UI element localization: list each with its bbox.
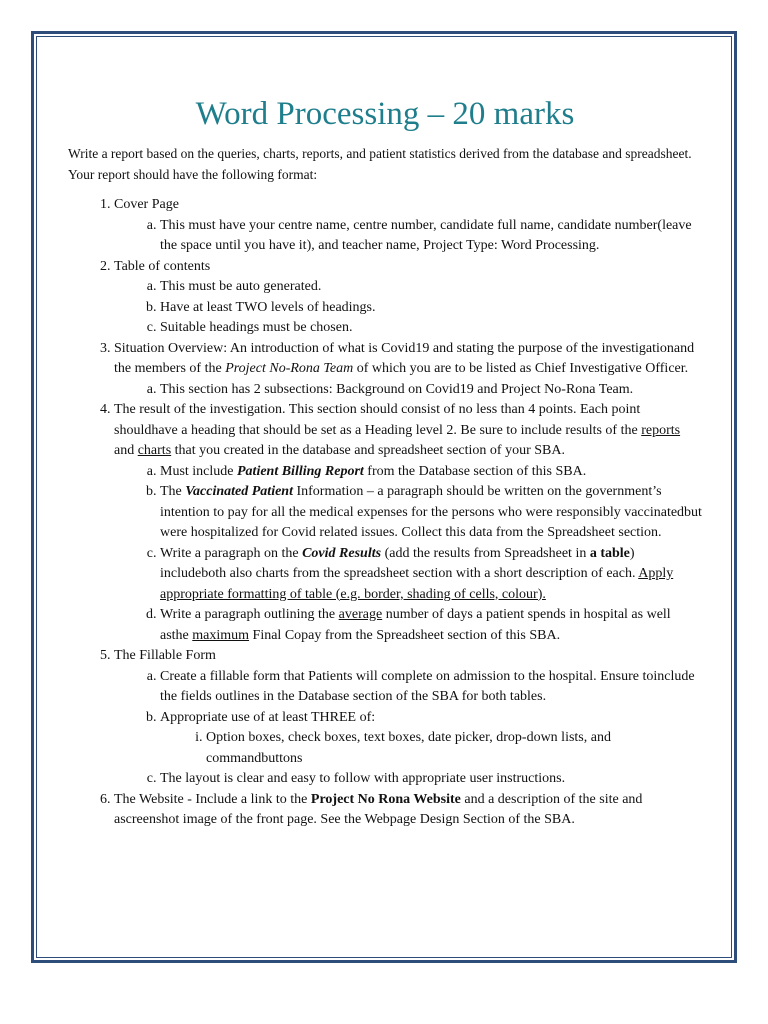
list-item-cover-page: 1. Cover Page a. This must have your centre name, centre number, candidate full name, candidate number(leave the space until you have it), and teacher name, Project Type: Word Processing. (114, 195, 702, 257)
list-subitem: a. Create a fillable form that Patients will complete on admission to the hospital. Ensure toinclude the fields outlines in the Database section of the SBA for both tables. (160, 667, 702, 708)
list-subsubitem: i. Option boxes, check boxes, text boxes, date picker, drop-down lists, and commandbuttons (206, 728, 702, 769)
list-subitem: a. Must include Patient Billing Report from the Database section of this SBA. (160, 462, 702, 483)
list-item-investigation-results: 4. The result of the investigation. This section should consist of no less than 4 points. Each point shouldhave a heading that should be set as a Heading level 2. Be sure to include results of the reports and charts that you created in the database and spreadsheet section of your SBA. a. Must include Patient Billing Report from the Database section of this SBA. b. The Vaccinated Patient Information – a paragraph should be written on the government’s intention to pay for all the medical expenses for the persons who were responsibly vaccinatedbut were hospitalized for Covid related issues. Collect this data from the Spreadsheet section. c. Write a paragraph on the Covid Results (add the results from Spreadsheet in a table) includeboth also charts from the spreadsheet section with a short description of each. Apply appropriate formatting of table (e.g. border, shading of cells, colour). d. Write a paragraph outlining the average number of days a patient spends in hospital as well asthe maximum Final Copay from the Spreadsheet section of this SBA. (114, 400, 702, 646)
list-subitem: b. Appropriate use of at least THREE of: i. Option boxes, check boxes, text boxes, date picker, drop-down lists, and commandbuttons (160, 708, 702, 770)
list-subitem: c. The layout is clear and easy to follow with appropriate user instructions. (160, 769, 702, 790)
list-item-website: 6. The Website - Include a link to the Project No Rona Website and a description of the site and ascreenshot image of the front page. See the Webpage Design Section of the SBA. (114, 790, 702, 831)
list-subitem: b. The Vaccinated Patient Information – a paragraph should be written on the government’s intention to pay for all the medical expenses for the persons who were responsibly vaccinatedbut were hospitalized for Covid related issues. Collect this data from the Spreadsheet section. (160, 482, 702, 544)
list-item-situation-overview: 3. Situation Overview: An introduction of what is Covid19 and stating the purpose of the investigationand the members of the Project No-Rona Team of which you are to be listed as Chief Investigative Officer. a. This section has 2 subsections: Background on Covid19 and Project No-Rona Team. (114, 339, 702, 401)
document-content (68, 92, 702, 831)
list-subitem: a. This must have your centre name, centre number, candidate full name, candidate number(leave the space until you have it), and teacher name, Project Type: Word Processing. (160, 216, 702, 257)
list-subitem: c. Write a paragraph on the Covid Results (add the results from Spreadsheet in a table) includeboth also charts from the spreadsheet section with a short description of each. Apply appropriate formatting of table (e.g. border, shading of cells, colour). (160, 544, 702, 606)
list-item-table-of-contents: 2. Table of contents a. This must be auto generated. b. Have at least TWO levels of headings. c. Suitable headings must be chosen. (114, 257, 702, 339)
list-subitem: b. Have at least TWO levels of headings. (160, 298, 702, 319)
page-title: Word Processing – 20 marks (195, 96, 575, 132)
list-subitem: c. Suitable headings must be chosen. (160, 318, 702, 339)
list-subitem: a. This section has 2 subsections: Background on Covid19 and Project No-Rona Team. (160, 380, 702, 401)
list-subitem: d. Write a paragraph outlining the average number of days a patient spends in hospital as well asthe maximum Final Copay from the Spreadsheet section of this SBA. (160, 605, 702, 646)
format-list (68, 195, 702, 831)
list-item-fillable-form: 5. The Fillable Form a. Create a fillable form that Patients will complete on admission to the hospital. Ensure toinclude the fields outlines in the Database section of the SBA for both tables. b. Appropriate use of at least THREE of: i. Option boxes, check boxes, text boxes, date picker, drop-down lists, and commandbuttons c. The layout is clear and easy to follow with appropriate user instructions. (114, 646, 702, 790)
list-subitem: a. This must be auto generated. (160, 277, 702, 298)
intro-paragraph: Write a report based on the queries, charts, reports, and patient statistics derived from the database and spreadsheet. Your report should have the following format: (68, 146, 692, 182)
